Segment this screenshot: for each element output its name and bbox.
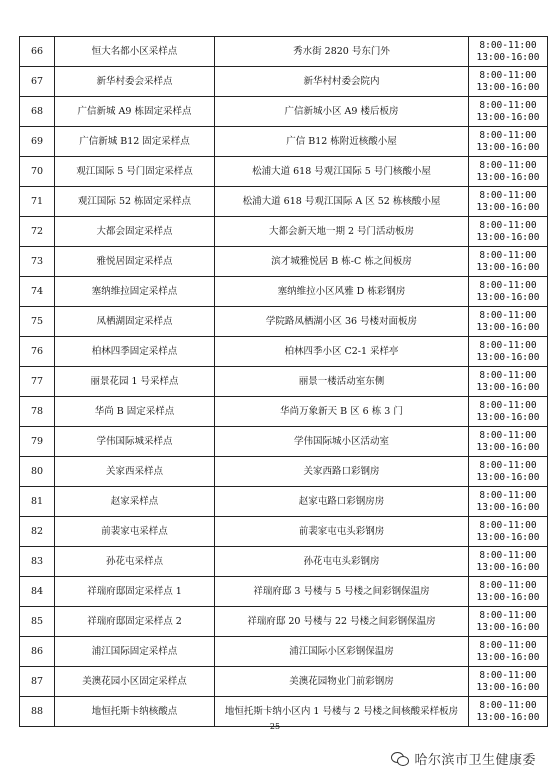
site-hours [469,67,548,97]
site-number: 83 [20,547,55,577]
site-name: 观江国际 52 栋固定采样点 [55,187,215,217]
site-number: 86 [20,637,55,667]
afternoon-hours: 13:00-16:00 [476,531,540,543]
site-address: 新华村村委会院内 [215,67,469,97]
afternoon-hours: 13:00-16:00 [476,231,540,243]
morning-hours: 8:00-11:00 [479,69,537,81]
table-row [20,637,548,667]
afternoon-hours: 13:00-16:00 [476,681,540,693]
table-row [20,337,548,367]
afternoon-hours: 13:00-16:00 [476,381,540,393]
site-name: 祥瑞府邸固定采样点 2 [55,607,215,637]
site-address: 柏林四季小区 C2-1 采样亭 [215,337,469,367]
site-name: 学伟国际城采样点 [55,427,215,457]
site-address: 松浦大道 618 号观江国际 A 区 52 栋核酸小屋 [215,187,469,217]
site-hours [469,217,548,247]
table-row [20,157,548,187]
table-row [20,367,548,397]
site-hours [469,457,548,487]
table-row [20,667,548,697]
afternoon-hours: 13:00-16:00 [476,261,540,273]
table-row [20,397,548,427]
site-name: 广信新城 B12 固定采样点 [55,127,215,157]
site-number: 66 [20,37,55,67]
site-hours [469,667,548,697]
site-name: 华尚 B 固定采样点 [55,397,215,427]
morning-hours: 8:00-11:00 [479,309,537,321]
site-number: 76 [20,337,55,367]
afternoon-hours: 13:00-16:00 [476,321,540,333]
site-address: 华尚万象新天 B 区 6 栋 3 门 [215,397,469,427]
site-number: 75 [20,307,55,337]
table-row [20,457,548,487]
site-number: 68 [20,97,55,127]
table-body [20,37,548,727]
site-address: 浦江国际小区彩钢保温房 [215,637,469,667]
site-name: 恒大名都小区采样点 [55,37,215,67]
site-address: 关家西路口彩钢房 [215,457,469,487]
site-address: 广信新城小区 A9 楼后板房 [215,97,469,127]
morning-hours: 8:00-11:00 [479,699,537,711]
afternoon-hours: 13:00-16:00 [476,711,540,723]
site-hours [469,247,548,277]
site-hours [469,397,548,427]
site-name: 前裴家屯采样点 [55,517,215,547]
site-name: 丽景花园 1 号采样点 [55,367,215,397]
site-address: 滨才城雅悦居 B 栋-C 栋之间板房 [215,247,469,277]
site-number: 88 [20,697,55,727]
site-hours [469,277,548,307]
table-row [20,577,548,607]
site-hours [469,157,548,187]
site-hours [469,337,548,367]
watermark [391,748,536,768]
table-row [20,127,548,157]
site-name: 观江国际 5 号门固定采样点 [55,157,215,187]
site-address: 赵家屯路口彩钢房房 [215,487,469,517]
afternoon-hours: 13:00-16:00 [476,141,540,153]
site-number: 73 [20,247,55,277]
site-number: 77 [20,367,55,397]
site-address: 广信 B12 栋附近核酸小屋 [215,127,469,157]
site-hours [469,307,548,337]
morning-hours: 8:00-11:00 [479,579,537,591]
afternoon-hours: 13:00-16:00 [476,651,540,663]
morning-hours: 8:00-11:00 [479,549,537,561]
site-address: 学伟国际城小区活动室 [215,427,469,457]
site-name: 柏林四季固定采样点 [55,337,215,367]
site-number: 71 [20,187,55,217]
site-address: 孙花屯屯头彩钢房 [215,547,469,577]
morning-hours: 8:00-11:00 [479,459,537,471]
site-address: 松浦大道 618 号观江国际 5 号门核酸小屋 [215,157,469,187]
site-hours [469,37,548,67]
site-address: 塞纳维拉小区风雅 D 栋彩钢房 [215,277,469,307]
afternoon-hours: 13:00-16:00 [476,51,540,63]
wechat-icon [391,751,409,765]
site-hours [469,577,548,607]
table-row [20,487,548,517]
site-hours [469,487,548,517]
site-number: 69 [20,127,55,157]
site-name: 祥瑞府邸固定采样点 1 [55,577,215,607]
morning-hours: 8:00-11:00 [479,99,537,111]
site-number: 81 [20,487,55,517]
afternoon-hours: 13:00-16:00 [476,291,540,303]
site-name: 浦江国际固定采样点 [55,637,215,667]
afternoon-hours: 13:00-16:00 [476,111,540,123]
afternoon-hours: 13:00-16:00 [476,591,540,603]
table-row [20,607,548,637]
site-name: 赵家采样点 [55,487,215,517]
site-hours [469,97,548,127]
morning-hours: 8:00-11:00 [479,189,537,201]
site-number: 87 [20,667,55,697]
site-name: 美澳花园小区固定采样点 [55,667,215,697]
site-hours [469,427,548,457]
site-number: 72 [20,217,55,247]
morning-hours: 8:00-11:00 [479,399,537,411]
morning-hours: 8:00-11:00 [479,219,537,231]
site-number: 80 [20,457,55,487]
table-row [20,427,548,457]
site-number: 67 [20,67,55,97]
morning-hours: 8:00-11:00 [479,639,537,651]
site-hours [469,607,548,637]
site-address: 大都会新天地一期 2 号门活动板房 [215,217,469,247]
table-row [20,307,548,337]
site-name: 地恒托斯卡纳核酸点 [55,697,215,727]
afternoon-hours: 13:00-16:00 [476,351,540,363]
site-hours [469,547,548,577]
site-name: 雅悦居固定采样点 [55,247,215,277]
morning-hours: 8:00-11:00 [479,519,537,531]
site-name: 关家西采样点 [55,457,215,487]
morning-hours: 8:00-11:00 [479,669,537,681]
morning-hours: 8:00-11:00 [479,279,537,291]
site-name: 孙花屯采样点 [55,547,215,577]
site-address: 学院路凤栖湖小区 36 号楼对面板房 [215,307,469,337]
afternoon-hours: 13:00-16:00 [476,441,540,453]
sampling-site-table [19,36,548,727]
table-row [20,67,548,97]
morning-hours: 8:00-11:00 [479,159,537,171]
watermark-text: 哈尔滨市卫生健康委 [414,752,536,768]
site-name: 塞纳维拉固定采样点 [55,277,215,307]
table-row [20,547,548,577]
table-row [20,217,548,247]
site-address: 美澳花园物业门前彩钢房 [215,667,469,697]
table-row [20,277,548,307]
site-name: 广信新城 A9 栋固定采样点 [55,97,215,127]
table-row [20,247,548,277]
site-address: 秀水街 2820 号东门外 [215,37,469,67]
morning-hours: 8:00-11:00 [479,489,537,501]
site-hours [469,187,548,217]
site-number: 84 [20,577,55,607]
morning-hours: 8:00-11:00 [479,369,537,381]
site-number: 85 [20,607,55,637]
site-hours [469,517,548,547]
table-row [20,187,548,217]
site-name: 大都会固定采样点 [55,217,215,247]
table-row [20,37,548,67]
site-hours [469,367,548,397]
afternoon-hours: 13:00-16:00 [476,411,540,423]
afternoon-hours: 13:00-16:00 [476,201,540,213]
table-row [20,97,548,127]
afternoon-hours: 13:00-16:00 [476,81,540,93]
morning-hours: 8:00-11:00 [479,339,537,351]
site-name: 凤栖湖固定采样点 [55,307,215,337]
site-number: 78 [20,397,55,427]
afternoon-hours: 13:00-16:00 [476,171,540,183]
site-hours [469,127,548,157]
morning-hours: 8:00-11:00 [479,39,537,51]
site-number: 70 [20,157,55,187]
page-number: 25 [269,722,281,731]
site-address: 前裴家屯屯头彩钢房 [215,517,469,547]
afternoon-hours: 13:00-16:00 [476,471,540,483]
morning-hours: 8:00-11:00 [479,129,537,141]
afternoon-hours: 13:00-16:00 [476,561,540,573]
site-number: 82 [20,517,55,547]
site-hours [469,637,548,667]
morning-hours: 8:00-11:00 [479,249,537,261]
site-address: 祥瑞府邸 3 号楼与 5 号楼之间彩钢保温房 [215,577,469,607]
table-row [20,517,548,547]
site-address: 地恒托斯卡纳小区内 1 号楼与 2 号楼之间核酸采样板房 [215,697,469,727]
site-address: 祥瑞府邸 20 号楼与 22 号楼之间彩钢保温房 [215,607,469,637]
afternoon-hours: 13:00-16:00 [476,501,540,513]
site-number: 74 [20,277,55,307]
site-address: 丽景一楼活动室东侧 [215,367,469,397]
morning-hours: 8:00-11:00 [479,609,537,621]
afternoon-hours: 13:00-16:00 [476,621,540,633]
site-number: 79 [20,427,55,457]
site-name: 新华村委会采样点 [55,67,215,97]
morning-hours: 8:00-11:00 [479,429,537,441]
